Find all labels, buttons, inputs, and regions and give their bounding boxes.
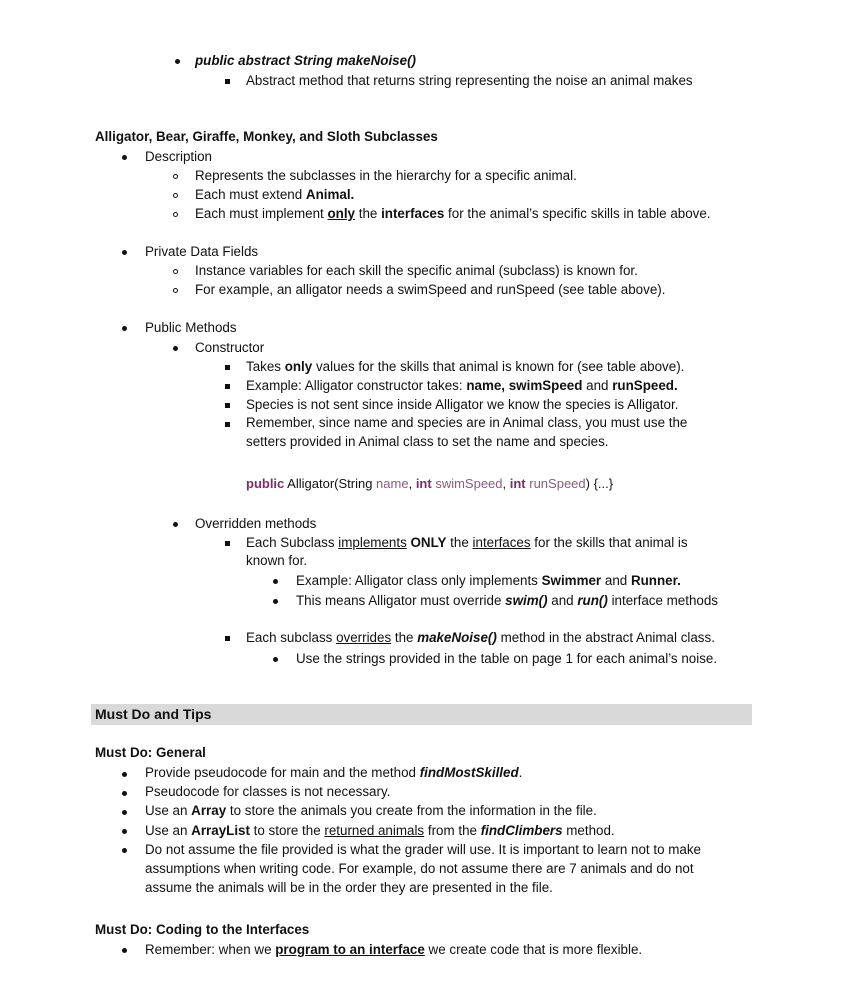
- text-bold: ONLY: [406, 535, 447, 550]
- interfaces-item: [145, 941, 642, 959]
- code-text: ) {...}: [585, 476, 614, 491]
- text: and: [547, 593, 578, 608]
- method-signature: public abstract String makeNoise(): [195, 53, 416, 68]
- text: Remember: when we: [145, 942, 276, 957]
- bullet: [225, 384, 230, 389]
- description-item: Represents the subclasses in the hierarchy for a specific animal.: [195, 168, 577, 183]
- description-item: [195, 205, 711, 223]
- text: from the: [424, 823, 481, 838]
- text: This means Alligator must override: [296, 593, 506, 608]
- general-item-continued: assumptions when writing code. For example, do not assume there are 7 animals and do not: [145, 861, 694, 876]
- overridden-item: [246, 629, 715, 647]
- bullet: [122, 326, 127, 331]
- text-bold-italic: run(): [577, 593, 608, 608]
- text: method.: [562, 823, 615, 838]
- bullet: [122, 848, 127, 853]
- text-underline: overrides: [336, 630, 392, 645]
- text: the: [446, 535, 473, 550]
- subclasses-heading: Alligator, Bear, Giraffe, Monkey, and Sloth Subclasses: [95, 129, 438, 144]
- tips-title: Must Do and Tips: [95, 706, 212, 722]
- text-bold-italic: makeNoise(): [417, 630, 497, 645]
- bullet: [122, 791, 127, 796]
- overridden-subitem: [296, 572, 681, 590]
- text: we create code that is more flexible.: [424, 942, 643, 957]
- bullet: [173, 522, 178, 527]
- text-bold: Runner.: [630, 573, 681, 588]
- overridden-item: [246, 534, 688, 552]
- text-bold-underline: only: [327, 206, 355, 221]
- code-text: Alligator(String: [284, 476, 377, 491]
- text-bold-italic: findClimbers: [480, 823, 563, 838]
- bullet: [122, 250, 127, 255]
- bullet: [225, 79, 230, 84]
- bullet: [122, 948, 127, 953]
- bullet: [173, 288, 178, 293]
- text: Example: Alligator class only implements: [296, 573, 542, 588]
- text-underline: returned animals: [324, 823, 425, 838]
- text: to store the: [249, 823, 325, 838]
- constructor-code: [246, 475, 613, 493]
- text-bold: Swimmer: [541, 573, 602, 588]
- interfaces-heading: Must Do: Coding to the Interfaces: [95, 922, 310, 937]
- bullet: [273, 579, 278, 584]
- overridden-subitem: Use the strings provided in the table on page 1 for each animal’s noise.: [296, 651, 718, 666]
- text-bold: Array: [191, 803, 227, 818]
- text: Each must implement: [195, 206, 328, 221]
- text: the: [355, 206, 382, 221]
- general-item: [145, 822, 615, 840]
- text-bold-italic: swim(): [505, 593, 548, 608]
- bullet: [122, 772, 127, 777]
- overridden-item-continued: known for.: [246, 553, 308, 568]
- private-fields-label: Private Data Fields: [145, 244, 259, 259]
- bullet: [273, 657, 278, 662]
- text: interface methods: [607, 593, 719, 608]
- text: Each Subclass: [246, 535, 339, 550]
- bullet: [175, 59, 180, 64]
- text: the: [391, 630, 418, 645]
- bullet: [122, 810, 127, 815]
- text-bold: ArrayList: [191, 823, 250, 838]
- param-runspeed: runSpeed: [525, 476, 586, 491]
- text-bold-underline: program to an interface: [275, 942, 425, 957]
- text: and: [582, 378, 613, 393]
- bullet: [225, 365, 230, 370]
- bullet: [225, 541, 230, 546]
- text: Provide pseudocode for main and the method: [145, 765, 420, 780]
- bullet: [173, 269, 178, 274]
- method-description: Abstract method that returns string representing the noise an animal makes: [246, 73, 693, 88]
- text-bold: runSpeed.: [612, 378, 678, 393]
- text: to store the animals you create from the information in the file.: [226, 803, 597, 818]
- text-underline: implements: [338, 535, 407, 550]
- text-bold: only: [284, 359, 313, 374]
- constructor-item-continued: setters provided in Animal class to set the name and species.: [246, 434, 609, 449]
- general-item: [145, 802, 597, 820]
- bullet: [225, 422, 230, 427]
- text: .: [518, 765, 523, 780]
- bullet: [173, 212, 178, 217]
- text-underline: interfaces: [472, 535, 531, 550]
- bullet: [122, 829, 127, 834]
- text: and: [601, 573, 631, 588]
- bullet: [273, 599, 278, 604]
- text: Example: Alligator constructor takes:: [246, 378, 467, 393]
- code-text: ,: [502, 476, 510, 491]
- text: Each must extend: [195, 187, 306, 202]
- text: Takes: [246, 359, 285, 374]
- text-bold-italic: findMostSkilled: [419, 765, 519, 780]
- general-item: Pseudocode for classes is not necessary.: [145, 784, 391, 799]
- constructor-item: [246, 377, 678, 395]
- general-item-continued: assume the animals will be in the order they are presented in the file.: [145, 880, 553, 895]
- text: method in the abstract Animal class.: [496, 630, 715, 645]
- bullet: [225, 403, 230, 408]
- text: for the skills that animal is: [530, 535, 688, 550]
- private-field-item: For example, an alligator needs a swimSpeed and runSpeed (see table above).: [195, 282, 666, 297]
- constructor-label: Constructor: [195, 340, 265, 355]
- public-methods-label: Public Methods: [145, 320, 237, 335]
- description-item: [195, 186, 354, 204]
- bullet: [225, 636, 230, 641]
- param-swimspeed: swimSpeed: [431, 476, 503, 491]
- general-item: Do not assume the file provided is what the grader will use. It is important to learn not to make: [145, 842, 701, 857]
- overridden-label: Overridden methods: [195, 516, 317, 531]
- general-item: [145, 764, 522, 782]
- keyword-int: int: [415, 476, 432, 491]
- constructor-item: [246, 358, 684, 376]
- bullet: [173, 346, 178, 351]
- param-name: name: [376, 476, 409, 491]
- code-text: ,: [408, 476, 416, 491]
- keyword-public: public: [246, 476, 285, 491]
- general-heading: Must Do: General: [95, 745, 206, 760]
- constructor-item: Remember, since name and species are in Animal class, you must use the: [246, 415, 688, 430]
- text: Use an: [145, 803, 192, 818]
- text: Use an: [145, 823, 192, 838]
- text-bold: interfaces: [381, 206, 445, 221]
- private-field-item: Instance variables for each skill the specific animal (subclass) is known for.: [195, 263, 638, 278]
- text: for the animal’s specific skills in table above.: [444, 206, 711, 221]
- text: values for the skills that animal is known for (see table above).: [312, 359, 685, 374]
- text: Each subclass: [246, 630, 337, 645]
- keyword-int: int: [509, 476, 526, 491]
- text-bold: name, swimSpeed: [466, 378, 583, 393]
- text-bold: Animal.: [305, 187, 355, 202]
- bullet: [173, 193, 178, 198]
- bullet: [122, 155, 127, 160]
- description-label: Description: [145, 149, 212, 164]
- overridden-subitem: [296, 592, 718, 610]
- constructor-item: Species is not sent since inside Alligator we know the species is Alligator.: [246, 397, 679, 412]
- bullet: [173, 174, 178, 179]
